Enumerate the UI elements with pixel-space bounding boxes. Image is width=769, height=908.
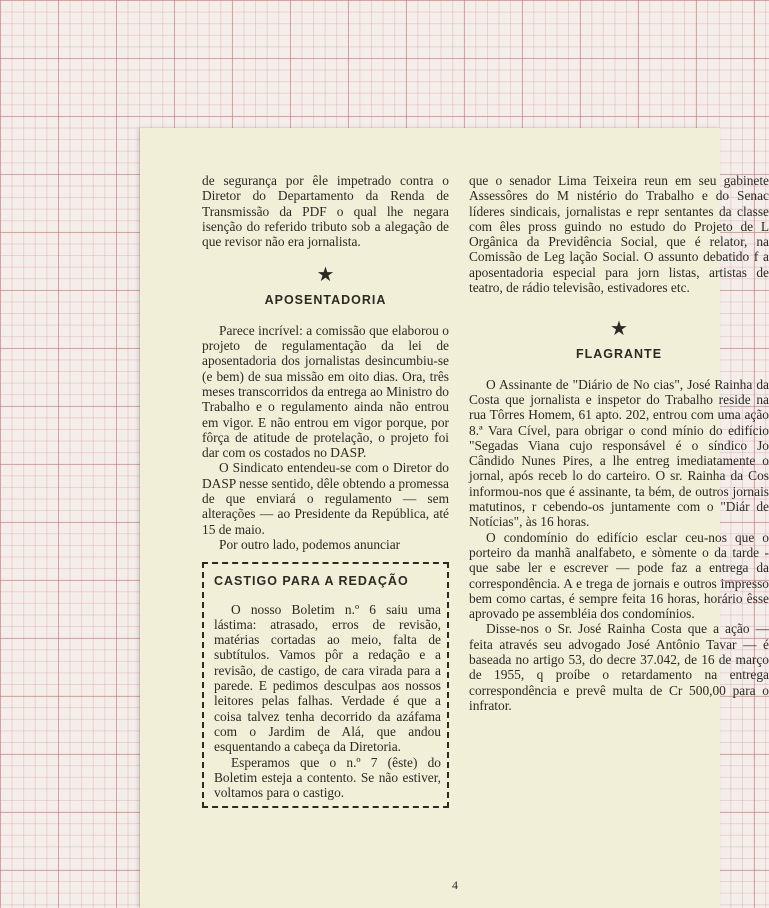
flagrante-paragraph: O Assinante de "Diário de No cias", José Rainha da Costa que jornalista e inspetor do Trabalho reside na rua Tôrres Homem, 61 apto. 202, entrou com uma ação 8.ª Vara Cível, para obrigar o cond mínio do edifício "Segadas Viana cujo responsável é o síndico Jo Cândido Nunes Pires, a lhe entreg imediatamente o jornal, após receb lo do carteiro. O sr. Rainha da Cos informou-nos que é assinante, ta bém, de outros jornais matutinos, r cebendo-os juntamente com o "Diár de Notícias", às 16 horas. [469,376,769,530]
section-heading-flagrante: FLAGRANTE [575,347,663,362]
flagrante-paragraph: O condomínio do edifício esclar ceu-nos que o porteiro da manhã analfabeto, e sòmente o da tarde - que sabe ler e escrever — pode faz a entrega da correspondência. A e trega de jornais e outros impresso bem como cartas, é sempre feita 16 horas, horário êsse aprovado pe assembléia dos condomínios. [469,529,769,622]
castigo-box [202,562,449,808]
page-number: 4 [452,878,458,892]
star-divider-icon: ★ [316,264,335,287]
newsletter-page [140,128,769,908]
aposentadoria-paragraph: O Sindicato entendeu-se com o Diretor do DASP nesse sentido, dêle obtendo a promessa de que enviará o regulamento — sem alterações — ao Presidente da República, até 15 de maio. [202,460,449,537]
left-column [202,173,449,808]
right-intro-paragraph: que o senador Lima Teixeira reun em seu gabinete Assessôres do M nistério do Trabalho e do Senac líderes sindicais, jornalistas e repr sentantes da classe com êles pross guindo no estudo do Projeto de L Orgânica da Previdência Social, que é relator, na Comissão de Leg lação Social. O assunto debatido f a aposentadoria especial para jorn listas, artistas de teatro, de rádio televisão, estivadores etc. [469,173,769,296]
box-paragraph: O nosso Boletim n.º 6 saiu uma lástima: atrasado, erros de revisão, matérias cortadas ao meio, falta de subtítulos. Vamos pôr a redação e a revisão, de castigo, de cara virada para a parede. E pedimos desculpas aos nossos leitores pelas falhas. Verdade é que a coisa talvez tenha decorrido da azáfama com o Jardim de Alá, que andou esquentando a cabeça da Diretoria. [214,601,441,755]
box-heading: CASTIGO PARA A REDAÇÃO [214,574,409,589]
aposentadoria-paragraph: Por outro lado, podemos anunciar [219,536,401,552]
flagrante-paragraph: Disse-nos o Sr. José Rainha Costa que a ação — feita através seu advogado José Antônio Tavar — é baseada no artigo 53, do decre 37.042, de 16 de março de 1955, q proíbe o retardamento na entrega correspondência e prevê multa de Cr 500,00 para o infrator. [469,621,769,713]
star-divider-icon: ★ [610,318,628,341]
left-intro-paragraph: de segurança por êle impetrado contra o Diretor do Departamento da Renda de Transmissão da PDF o qual lhe negara isenção do referido tributo sob a alegação de que revisor não era jornalista. [202,173,449,250]
section-heading-aposentadoria: APOSENTADORIA [264,293,387,308]
box-paragraph: Esperamos que o n.º 7 (êste) do Boletim esteja a contento. Se não estiver, voltamos para o castigo. [214,754,441,801]
aposentadoria-paragraph: Parece incrível: a comissão que elaborou o projeto de regulamentação da lei de aposentadoria dos jornalistas desincumbiu-se (e bem) de sua missão em oito dias. Ora, três meses transcorridos da entrega ao Ministro do Trabalho e o regulamento ainda não entrou em vigor. E não entrou em vigor porque, por fôrça de atitude de protelação, o projeto foi dar com os costados no DASP. [202,322,449,461]
right-column [469,173,769,713]
